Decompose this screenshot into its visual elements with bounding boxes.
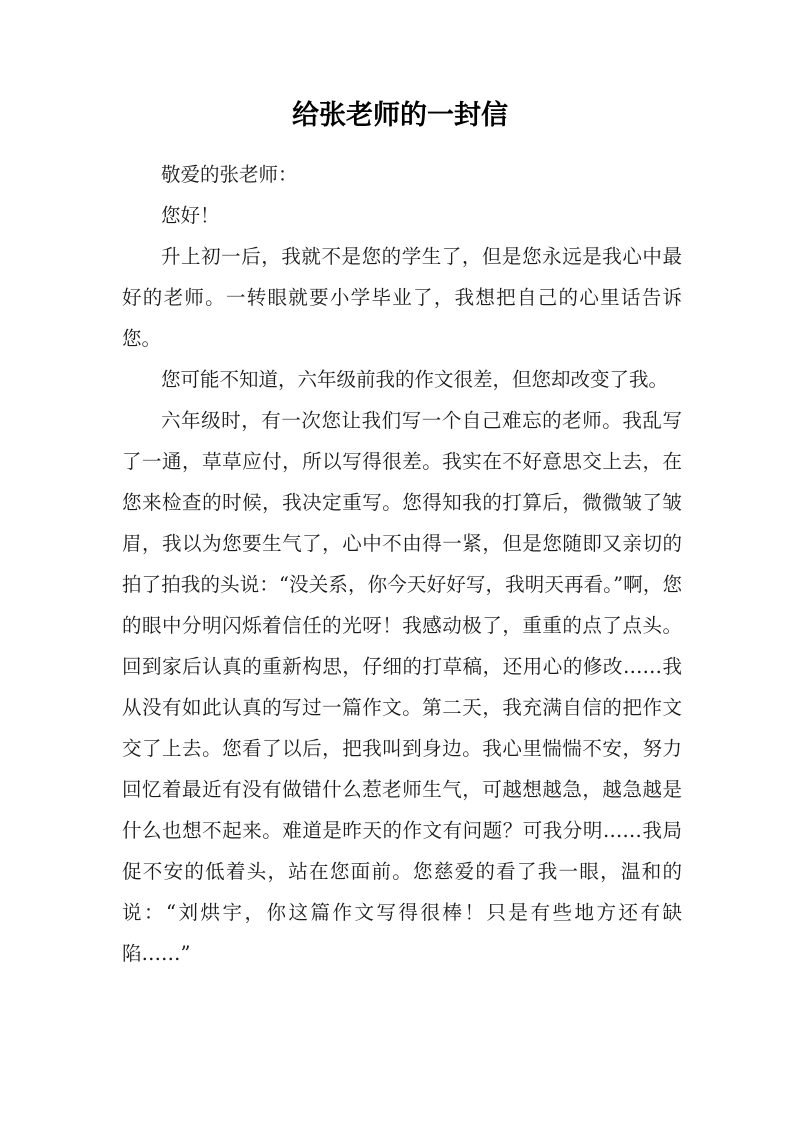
- paragraph-intro: 升上初一后，我就不是您的学生了，但是您永远是我心中最好的老师。一转眼就要小学毕业了，我想把自己的心里话告诉您。: [122, 245, 682, 350]
- greeting: 您好！: [161, 204, 220, 227]
- salutation: 敬爱的张老师：: [161, 163, 298, 186]
- document-title: 给张老师的一封信: [292, 100, 508, 131]
- paragraph-change: 您可能不知道，六年级前我的作文很差，但您却改变了我。: [161, 368, 669, 391]
- paragraph-story: 六年级时，有一次您让我们写一个自己难忘的老师。我乱写了一通，草草应付，所以写得很差。我实在不好意思交上去，在您来检查的时候，我决定重写。您得知我的打算后，微微皱了皱眉，我以为您要生气了，心中不由得一紧，但是您随即又亲切的拍了拍我的头说：“没关系，你今天好好写，我明天再看。”啊，您的眼中分明闪烁着信任的光呀！我感动极了，重重的点了点头。回到家后认真的重新构思，仔细的打草稿，还用心的修改……我从没有如此认真的写过一篇作文。第二天，我充满自信的把作文交了上去。您看了以后，把我叫到身边。我心里惴惴不安，努力回忆着最近有没有做错什么惹老师生气，可越想越急，越急越是什么也想不起来。难道是昨天的作文有问题？可我分明……我局促不安的低着头，站在您面前。您慈爱的看了我一眼，温和的说：“刘烘宇，你这篇作文写得很棒！只是有些地方还有缺陷……”: [122, 409, 682, 965]
- letter-body: [122, 154, 682, 974]
